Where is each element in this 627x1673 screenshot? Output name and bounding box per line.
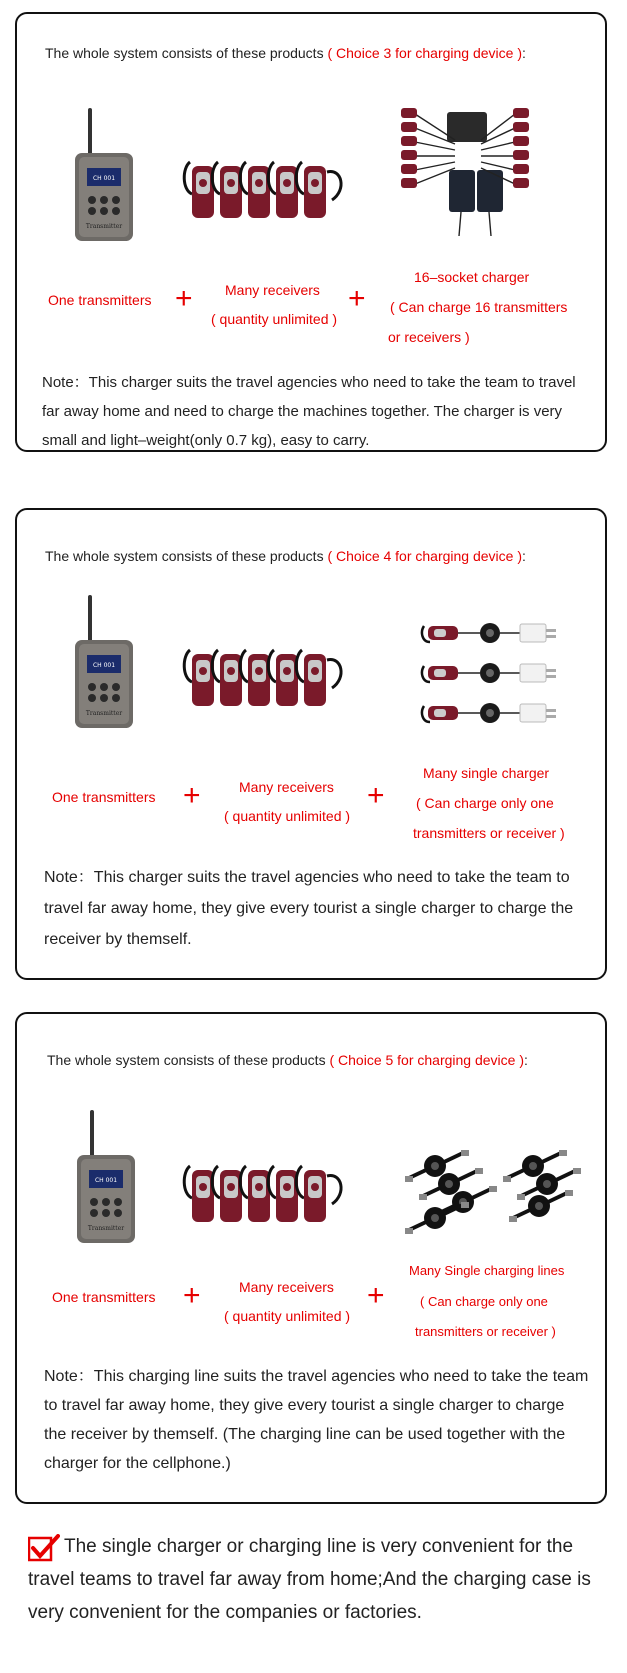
transmitter-image — [72, 1105, 142, 1250]
charger-label: 16–socket charger — [414, 269, 530, 285]
charger-sublabel-2: transmitters or receiver ) — [415, 1324, 556, 1339]
svg-text:CH 001: CH 001 — [92, 175, 116, 182]
plus-sign: + — [367, 779, 385, 812]
transmitter-label: One transmitters — [48, 292, 152, 308]
receivers-image — [182, 648, 352, 710]
svg-text:CH 001: CH 001 — [94, 1177, 118, 1184]
transmitter-label: One transmitters — [52, 789, 156, 805]
transmitter-label: One transmitters — [52, 1289, 156, 1305]
receivers-label: Many receivers — [225, 282, 320, 298]
section-note: Note：This charger suits the travel agencies who need to take the team to travel far away home and need to charge the machines together. The charger is very small and light–weight(only 0.7 kg), easy to carry. — [42, 374, 576, 449]
plus-sign: + — [367, 1279, 385, 1312]
plus-sign: + — [175, 282, 193, 315]
charger-label: Many single charger — [423, 765, 550, 781]
plus-sign: + — [183, 1279, 201, 1312]
plus-sign: + — [348, 282, 366, 315]
transmitter-image — [70, 590, 140, 735]
svg-text:Transmitter: Transmitter — [87, 1225, 125, 1232]
section-note: Note：This charging line suits the travel agencies who need to take the team to travel far away home, they give every tourist a single charger to charge the receiver by themself. (The charging line can be used together with the charger for the cellphone.) — [44, 1368, 589, 1472]
socket-charger-image — [395, 100, 535, 240]
bottom-note: The single charger or charging line is very convenient for the travel teams to travel far away from home;And the charging case is very convenient for the companies or factories. — [28, 1536, 591, 1623]
receivers-image — [182, 160, 352, 222]
svg-text:Transmitter: Transmitter — [85, 223, 123, 230]
single-charger-image — [420, 620, 570, 735]
receivers-label: Many receivers — [239, 779, 334, 795]
charger-sublabel: ( Can charge 16 transmitters — [390, 299, 568, 315]
transmitter-image — [70, 108, 140, 243]
section-heading: The whole system consists of these products ( Choice 3 for charging device ): — [45, 45, 526, 61]
receivers-sublabel: ( quantity unlimited ) — [224, 808, 351, 824]
svg-text:CH 001: CH 001 — [92, 662, 116, 669]
section-heading: The whole system consists of these products ( Choice 5 for charging device ): — [47, 1052, 528, 1068]
receivers-label: Many receivers — [239, 1279, 334, 1295]
charger-label: Many Single charging lines — [409, 1263, 565, 1278]
receivers-sublabel: ( quantity unlimited ) — [211, 311, 338, 327]
plus-sign: + — [183, 779, 201, 812]
charger-sublabel: ( Can charge only one — [420, 1294, 548, 1309]
section-note: Note：This charger suits the travel agencies who need to take the team to travel far away home, they give every tourist a single charger to charge the receiver by themself. — [44, 869, 574, 948]
charging-lines-image — [405, 1150, 585, 1235]
receivers-sublabel: ( quantity unlimited ) — [224, 1308, 351, 1324]
section-heading: The whole system consists of these products ( Choice 4 for charging device ): — [45, 548, 526, 564]
charger-sublabel: ( Can charge only one — [416, 795, 554, 811]
charger-sublabel-2: or receivers ) — [388, 329, 470, 345]
svg-text:Transmitter: Transmitter — [85, 710, 123, 717]
receivers-image — [182, 1164, 352, 1226]
charger-sublabel-2: transmitters or receiver ) — [413, 825, 565, 841]
